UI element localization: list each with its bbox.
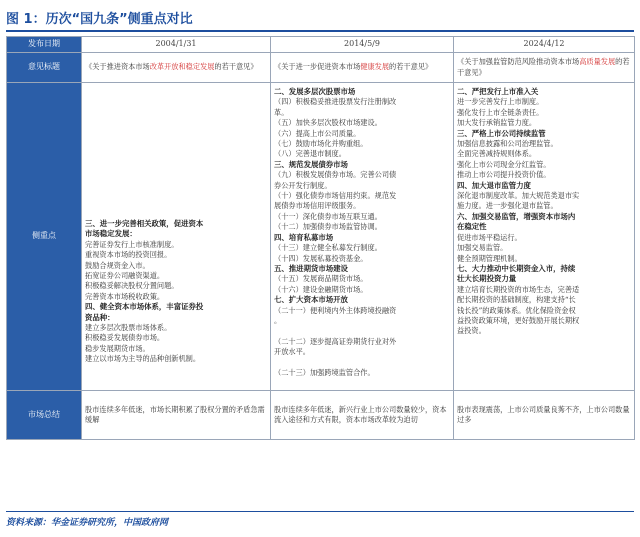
list-item: （七）鼓励市场化并购重组。 — [274, 139, 368, 149]
list-item: （四）积极稳妥推进股票发行注册制改 — [274, 97, 397, 107]
title-2014-highlight: 健康发展 — [360, 62, 390, 72]
section-heading: 三、进一步完善相关政策，促进资本 — [85, 219, 204, 228]
list-item: 积极稳妥解决股权分置问题。 — [85, 281, 179, 291]
section-heading: 三、严格上市公司持续监管 — [457, 128, 546, 138]
focus-2024-list — [457, 87, 631, 337]
focus-row — [7, 83, 635, 391]
list-item — [274, 326, 450, 336]
list-item: 进一步完善发行上市制度。 — [457, 97, 544, 107]
list-item: 推动上市公司提升投资价值。 — [457, 170, 551, 180]
summary-row — [7, 391, 635, 440]
list-item: （二十一）便利境内外主体跨境投融资 — [274, 305, 397, 315]
list-item: 完善资本市场税收政策。 — [85, 291, 165, 301]
list-item: 配长期投资的基础制度，构建支持“长 — [457, 295, 576, 305]
focus-2004-list — [85, 219, 267, 365]
section-heading: 三、规范发展债券市场 — [274, 159, 348, 169]
list-item — [274, 358, 450, 368]
title-2014-pre: 《关于进一步促进资本市场 — [274, 62, 361, 72]
section-heading: 壮大长期投资力量 — [457, 274, 517, 284]
list-item: （十四）发展私募投资基金。 — [274, 253, 368, 263]
figure-title — [6, 8, 193, 28]
figure-title-text: 历次“国九条”侧重点对比 — [45, 12, 193, 27]
list-item: 稳步发展期货市场。 — [85, 343, 150, 353]
title-2024 — [454, 53, 635, 83]
section-heading: 市场稳定发展： — [85, 229, 137, 239]
focus-2004-spacer — [85, 87, 267, 219]
source-rule — [6, 511, 634, 512]
section-heading: 七、扩大资本市场开放 — [274, 295, 348, 305]
list-item: 建立以市场为主导的品种创新机制。 — [85, 354, 201, 364]
title-2014 — [271, 53, 454, 83]
list-item: 。 — [274, 315, 282, 325]
date-2004: 2004/1/31 — [82, 37, 271, 53]
list-item: （六）提高上市公司质量。 — [274, 128, 361, 138]
section-heading: 二、发展多层次股票市场 — [274, 87, 356, 96]
titles-row — [7, 53, 635, 83]
list-item: （十）强化债券市场信用约束。规范发 — [274, 191, 397, 201]
list-item: 益投资政策环境，更好鼓励开展长期权 — [457, 315, 580, 325]
title-2004-pre: 《关于推进资本市场 — [85, 62, 150, 72]
figure-number: 图 1： — [6, 12, 46, 27]
title-2024-highlight: 高质量发展 — [579, 57, 616, 67]
list-item: 加强交易监管。 — [457, 243, 508, 253]
list-item: （九）积极发展债券市场。完善公司债 — [274, 170, 397, 180]
focus-2014-list — [274, 87, 450, 378]
list-item: 鼓励合规资金入市。 — [85, 260, 150, 270]
list-item: 开放水平。 — [274, 347, 310, 357]
date-2024: 2024/4/12 — [454, 37, 635, 53]
list-item: 券公开发行制度。 — [274, 180, 332, 190]
section-heading: 四、加大退市监管力度 — [457, 180, 531, 190]
list-item: （五）加快多层次股权市场建设。 — [274, 118, 382, 128]
focus-label: 侧重点 — [7, 83, 82, 391]
list-item: （十二）加强债券市场监管协调。 — [274, 222, 382, 232]
section-heading: 五、推进期货市场建设 — [274, 263, 348, 273]
title-2004 — [82, 53, 271, 83]
title-rule — [6, 30, 634, 32]
list-item: 展债券市场信用评级服务。 — [274, 201, 361, 211]
list-item: （二十三）加强跨境监管合作。 — [274, 367, 375, 377]
header-label: 发布日期 — [7, 37, 82, 53]
list-item: 加大发行承销监管力度。 — [457, 118, 537, 128]
summary-2004: 股市连续多年低迷，市场长期积累了股权分置的矛盾急需缓解 — [82, 391, 271, 440]
list-item: （十五）发展商品期货市场。 — [274, 274, 368, 284]
list-item: 健全预期管理机制。 — [457, 253, 522, 263]
title-2024-pre: 《关于加强监管防范风险推动资本市场 — [457, 57, 580, 67]
list-item: （十一）深化债券市场互联互通。 — [274, 211, 382, 221]
list-item: 建立培育长期投资的市场生态，完善适 — [457, 284, 580, 294]
summary-label: 市场总结 — [7, 391, 82, 440]
title-2014-post: 的若干意见》 — [389, 62, 433, 72]
focus-2004 — [82, 83, 271, 391]
list-item: 重视资本市场的投资回报。 — [85, 250, 172, 260]
focus-2024 — [454, 83, 635, 391]
section-heading: 七、大力推动中长期资金入市，持续 — [457, 263, 576, 273]
section-heading: 六、加强交易监管，增强资本市场内 — [457, 211, 576, 221]
list-item: 益投资。 — [457, 326, 486, 336]
title-2004-highlight: 改革开放和稳定发展 — [149, 62, 215, 72]
title-2024-post: 的若干意见》 — [457, 57, 630, 77]
list-item: 加强信息披露和公司治理监管。 — [457, 139, 558, 149]
list-item: 强化上市公司现金分红监管。 — [457, 159, 551, 169]
section-heading: 四、培育私募市场 — [274, 232, 334, 242]
list-item: （八）完善退市制度。 — [274, 149, 346, 159]
list-item: 钱长投”的政策体系。优化保险资金权 — [457, 305, 576, 315]
list-item: 深化退市制度改革。加大规范类退市实 — [457, 191, 580, 201]
source-note: 资料来源：华金证券研究所，中国政府网 — [6, 518, 169, 528]
list-item: （二十二）逐步提高证券期货行业对外 — [274, 336, 397, 346]
list-item: 施力度。进一步强化退市监管。 — [457, 201, 558, 211]
section-heading: 四、健全资本市场体系，丰富证券投 — [85, 302, 204, 312]
focus-2014 — [271, 83, 454, 391]
section-heading: 二、严把发行上市准入关 — [457, 87, 539, 96]
list-item: 促进市场平稳运行。 — [457, 232, 522, 242]
header-row — [7, 37, 635, 53]
comparison-table — [6, 36, 635, 440]
list-item: 积极稳妥发展债券市场。 — [85, 333, 165, 343]
summary-2024: 股市表现震荡，上市公司质量良莠不齐，上市公司数量过多 — [454, 391, 635, 440]
section-heading: 资品种： — [85, 312, 115, 322]
date-2014: 2014/5/9 — [271, 37, 454, 53]
list-item: 全面完善减持规则体系。 — [457, 149, 537, 159]
list-item: 拓宽证券公司融资渠道。 — [85, 271, 165, 281]
section-heading: 在稳定性 — [457, 222, 487, 232]
list-item: 强化发行上市全链条责任。 — [457, 107, 544, 117]
list-item: （十三）建立健全私募发行制度。 — [274, 243, 382, 253]
list-item: （十六）建设金融期货市场。 — [274, 284, 368, 294]
titles-label: 意见标题 — [7, 53, 82, 83]
summary-2014: 股市连续多年低迷，新兴行业上市公司数量较少，资本流入途径和方式有限，资本市场改革较为迫切 — [271, 391, 454, 440]
title-2004-post: 的若干意见》 — [214, 62, 258, 72]
list-item: 建立多层次股票市场体系。 — [85, 323, 172, 333]
list-item: 完善证券发行上市核准制度。 — [85, 239, 179, 249]
list-item: 革。 — [274, 107, 289, 117]
